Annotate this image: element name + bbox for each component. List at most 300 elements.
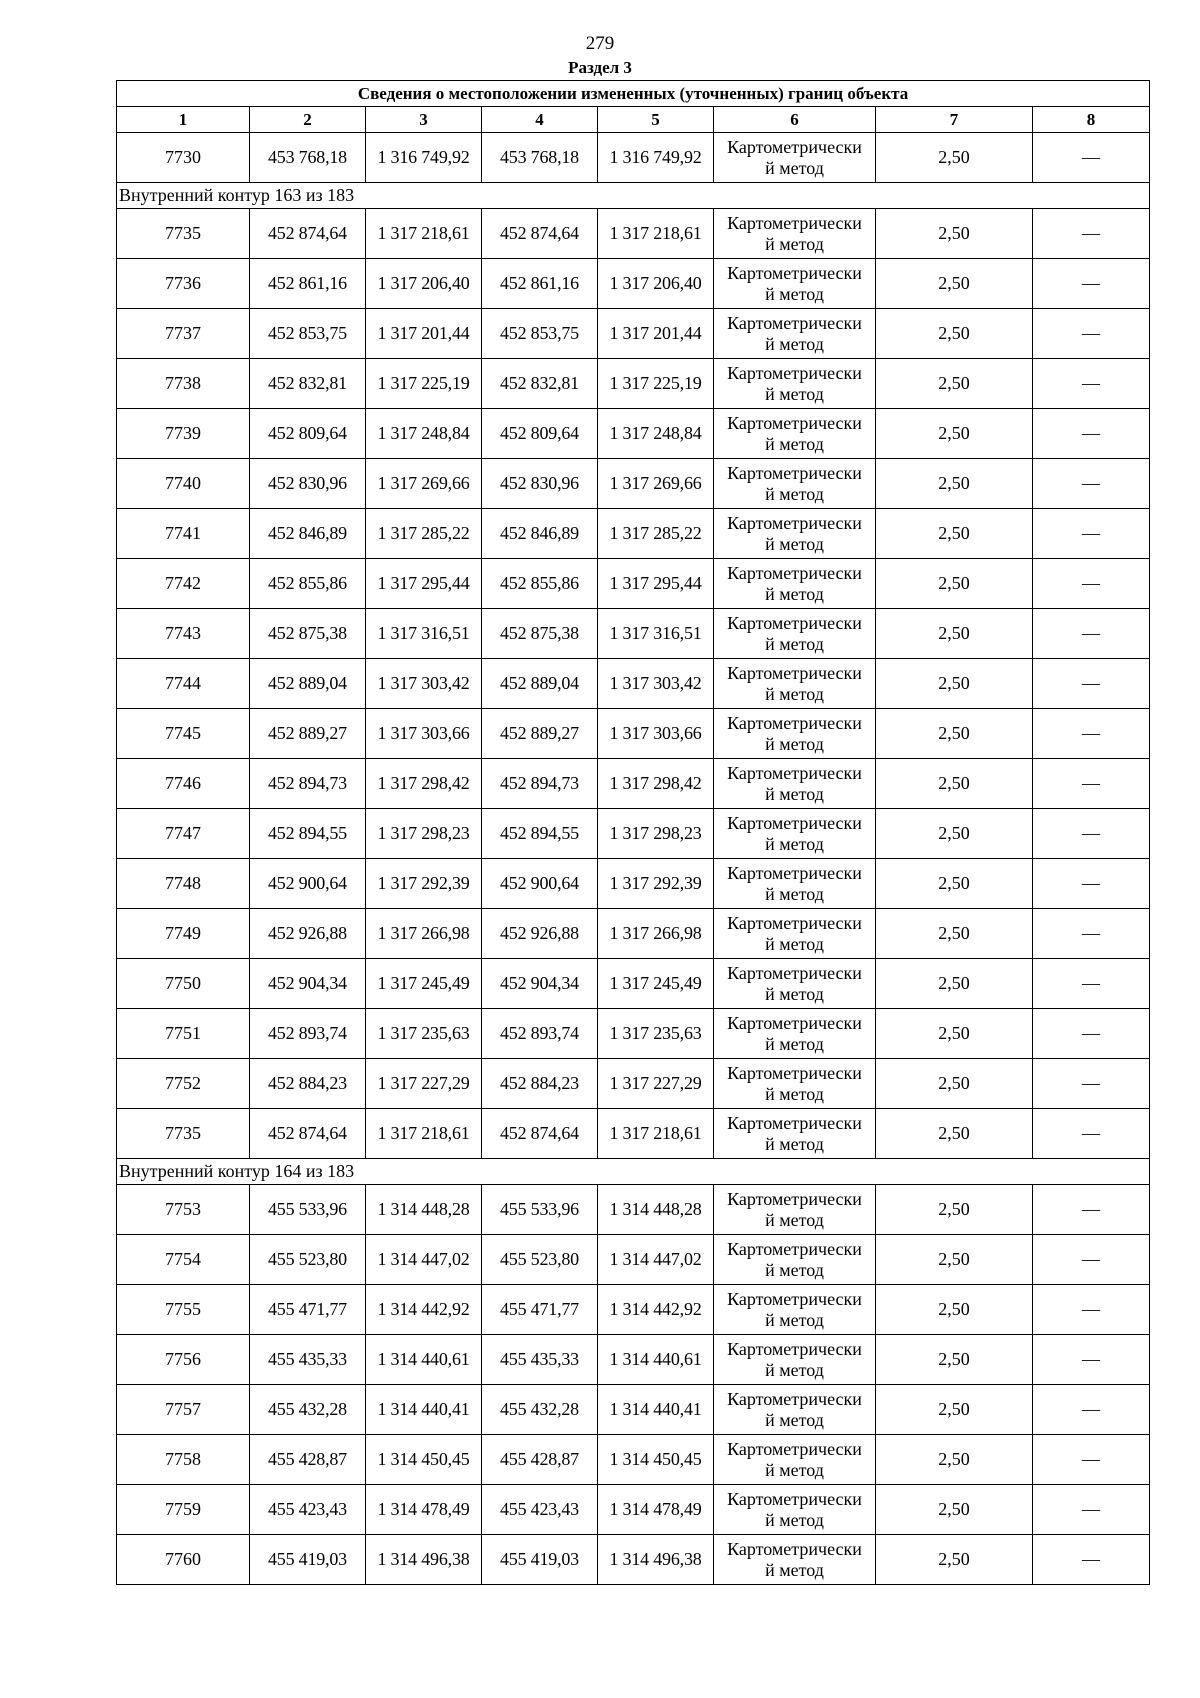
x-coordinate-cell: 452 874,64 (250, 209, 366, 259)
y-coordinate-new-cell: 1 316 749,92 (598, 133, 714, 183)
x-coordinate-new-cell: 452 809,64 (482, 409, 598, 459)
x-coordinate-new-cell: 455 435,33 (482, 1335, 598, 1385)
method-text-line1: Картометрически (727, 1112, 862, 1133)
y-coordinate-new-cell: 1 317 227,29 (598, 1059, 714, 1109)
accuracy-cell: 2,50 (876, 1435, 1033, 1485)
method-cell (714, 759, 876, 809)
y-coordinate-new-cell: 1 317 295,44 (598, 559, 714, 609)
y-coordinate-cell: 1 317 269,66 (366, 459, 482, 509)
method-text-line1: Картометрически (727, 662, 862, 683)
y-coordinate-cell: 1 317 298,42 (366, 759, 482, 809)
description-cell: — (1033, 759, 1150, 809)
method-text-line1: Картометрически (727, 862, 862, 883)
method-text-line1: Картометрически (727, 262, 862, 283)
y-coordinate-new-cell: 1 314 496,38 (598, 1535, 714, 1585)
point-number-cell: 7746 (117, 759, 250, 809)
accuracy-cell: 2,50 (876, 1235, 1033, 1285)
accuracy-cell: 2,50 (876, 1185, 1033, 1235)
method-cell (714, 1185, 876, 1235)
column-number: 7 (876, 107, 1033, 133)
point-number-cell: 7756 (117, 1335, 250, 1385)
method-text-line2: й метод (765, 157, 824, 178)
x-coordinate-new-cell: 452 846,89 (482, 509, 598, 559)
method-text-line2: й метод (765, 983, 824, 1004)
description-cell: — (1033, 1109, 1150, 1159)
accuracy-cell: 2,50 (876, 1485, 1033, 1535)
x-coordinate-cell: 452 855,86 (250, 559, 366, 609)
method-text-line1: Картометрически (727, 1488, 862, 1509)
y-coordinate-new-cell: 1 314 447,02 (598, 1235, 714, 1285)
x-coordinate-new-cell: 453 768,18 (482, 133, 598, 183)
description-cell: — (1033, 859, 1150, 909)
y-coordinate-cell: 1 316 749,92 (366, 133, 482, 183)
method-text-line1: Картометрически (727, 462, 862, 483)
x-coordinate-new-cell: 452 874,64 (482, 209, 598, 259)
x-coordinate-new-cell: 452 861,16 (482, 259, 598, 309)
x-coordinate-cell: 452 884,23 (250, 1059, 366, 1109)
contour-header-row (117, 183, 1150, 209)
method-cell (714, 133, 876, 183)
description-cell: — (1033, 609, 1150, 659)
y-coordinate-cell: 1 317 245,49 (366, 959, 482, 1009)
y-coordinate-cell: 1 317 285,22 (366, 509, 482, 559)
method-cell (714, 659, 876, 709)
x-coordinate-cell: 455 523,80 (250, 1235, 366, 1285)
description-cell: — (1033, 1285, 1150, 1335)
point-number-cell: 7742 (117, 559, 250, 609)
x-coordinate-new-cell: 455 423,43 (482, 1485, 598, 1535)
method-cell (714, 909, 876, 959)
description-cell: — (1033, 1235, 1150, 1285)
point-number-cell: 7751 (117, 1009, 250, 1059)
method-cell (714, 959, 876, 1009)
method-text-line2: й метод (765, 1559, 824, 1580)
table-row (117, 1009, 1150, 1059)
method-text-line1: Картометрически (727, 412, 862, 433)
method-text-line2: й метод (765, 1459, 824, 1480)
table-row (117, 259, 1150, 309)
y-coordinate-cell: 1 317 227,29 (366, 1059, 482, 1109)
method-text-line1: Картометрически (727, 512, 862, 533)
description-cell: — (1033, 559, 1150, 609)
method-text-line2: й метод (765, 883, 824, 904)
point-number-cell: 7745 (117, 709, 250, 759)
description-cell: — (1033, 709, 1150, 759)
y-coordinate-new-cell: 1 314 448,28 (598, 1185, 714, 1235)
column-number: 6 (714, 107, 876, 133)
y-coordinate-cell: 1 317 218,61 (366, 1109, 482, 1159)
y-coordinate-cell: 1 314 478,49 (366, 1485, 482, 1535)
accuracy-cell: 2,50 (876, 809, 1033, 859)
description-cell: — (1033, 1009, 1150, 1059)
accuracy-cell: 2,50 (876, 609, 1033, 659)
y-coordinate-cell: 1 317 292,39 (366, 859, 482, 909)
y-coordinate-new-cell: 1 317 292,39 (598, 859, 714, 909)
y-coordinate-cell: 1 314 440,41 (366, 1385, 482, 1435)
x-coordinate-cell: 452 861,16 (250, 259, 366, 309)
x-coordinate-new-cell: 452 884,23 (482, 1059, 598, 1109)
point-number-cell: 7748 (117, 859, 250, 909)
method-text-line1: Картометрически (727, 1538, 862, 1559)
method-text-line2: й метод (765, 1033, 824, 1054)
method-text-line1: Картометрически (727, 1388, 862, 1409)
description-cell: — (1033, 209, 1150, 259)
method-cell (714, 1059, 876, 1109)
x-coordinate-new-cell: 452 875,38 (482, 609, 598, 659)
x-coordinate-new-cell: 452 830,96 (482, 459, 598, 509)
method-text-line1: Картометрически (727, 1338, 862, 1359)
method-text-line1: Картометрически (727, 762, 862, 783)
table-caption-row (117, 81, 1150, 107)
method-text-line1: Картометрически (727, 712, 862, 733)
accuracy-cell: 2,50 (876, 909, 1033, 959)
table-row (117, 1485, 1150, 1535)
method-text-line2: й метод (765, 833, 824, 854)
y-coordinate-new-cell: 1 317 201,44 (598, 309, 714, 359)
method-text-line2: й метод (765, 1359, 824, 1380)
column-number-row (117, 107, 1150, 133)
point-number-cell: 7744 (117, 659, 250, 709)
description-cell: — (1033, 1335, 1150, 1385)
x-coordinate-cell: 452 846,89 (250, 509, 366, 559)
y-coordinate-new-cell: 1 317 248,84 (598, 409, 714, 459)
x-coordinate-cell: 452 900,64 (250, 859, 366, 909)
method-text-line2: й метод (765, 1133, 824, 1154)
x-coordinate-new-cell: 455 432,28 (482, 1385, 598, 1435)
method-text-line2: й метод (765, 283, 824, 304)
method-text-line1: Картометрически (727, 1188, 862, 1209)
table-row (117, 959, 1150, 1009)
x-coordinate-new-cell: 452 894,55 (482, 809, 598, 859)
accuracy-cell: 2,50 (876, 259, 1033, 309)
point-number-cell: 7753 (117, 1185, 250, 1235)
x-coordinate-cell: 452 874,64 (250, 1109, 366, 1159)
table-row (117, 459, 1150, 509)
column-number: 2 (250, 107, 366, 133)
method-cell (714, 1435, 876, 1485)
table-row (117, 359, 1150, 409)
x-coordinate-cell: 455 435,33 (250, 1335, 366, 1385)
x-coordinate-new-cell: 452 832,81 (482, 359, 598, 409)
method-text-line1: Картометрически (727, 1062, 862, 1083)
y-coordinate-new-cell: 1 317 206,40 (598, 259, 714, 309)
x-coordinate-cell: 452 809,64 (250, 409, 366, 459)
table-row (117, 859, 1150, 909)
accuracy-cell: 2,50 (876, 1009, 1033, 1059)
table-row (117, 1435, 1150, 1485)
y-coordinate-new-cell: 1 317 285,22 (598, 509, 714, 559)
y-coordinate-new-cell: 1 314 440,61 (598, 1335, 714, 1385)
method-text-line2: й метод (765, 583, 824, 604)
y-coordinate-cell: 1 317 303,42 (366, 659, 482, 709)
accuracy-cell: 2,50 (876, 409, 1033, 459)
y-coordinate-cell: 1 317 298,23 (366, 809, 482, 859)
description-cell: — (1033, 309, 1150, 359)
method-text-line1: Картометрически (727, 1238, 862, 1259)
accuracy-cell: 2,50 (876, 709, 1033, 759)
table-row (117, 1285, 1150, 1335)
method-text-line2: й метод (765, 783, 824, 804)
method-cell (714, 1485, 876, 1535)
table-row (117, 1109, 1150, 1159)
accuracy-cell: 2,50 (876, 209, 1033, 259)
method-text-line2: й метод (765, 633, 824, 654)
accuracy-cell: 2,50 (876, 1059, 1033, 1109)
table-row (117, 709, 1150, 759)
accuracy-cell: 2,50 (876, 1385, 1033, 1435)
point-number-cell: 7741 (117, 509, 250, 559)
accuracy-cell: 2,50 (876, 1285, 1033, 1335)
x-coordinate-new-cell: 452 900,64 (482, 859, 598, 909)
method-text-line2: й метод (765, 383, 824, 404)
y-coordinate-cell: 1 317 248,84 (366, 409, 482, 459)
method-text-line2: й метод (765, 233, 824, 254)
column-number: 1 (117, 107, 250, 133)
y-coordinate-new-cell: 1 317 269,66 (598, 459, 714, 509)
accuracy-cell: 2,50 (876, 959, 1033, 1009)
y-coordinate-cell: 1 314 442,92 (366, 1285, 482, 1335)
method-cell (714, 609, 876, 659)
description-cell: — (1033, 1535, 1150, 1585)
description-cell: — (1033, 409, 1150, 459)
accuracy-cell: 2,50 (876, 659, 1033, 709)
contour-label: Внутренний контур 163 из 183 (117, 183, 1150, 209)
description-cell: — (1033, 1185, 1150, 1235)
x-coordinate-cell: 455 428,87 (250, 1435, 366, 1485)
method-text-line2: й метод (765, 1209, 824, 1230)
method-text-line1: Картометрически (727, 362, 862, 383)
method-cell (714, 509, 876, 559)
x-coordinate-new-cell: 452 893,74 (482, 1009, 598, 1059)
y-coordinate-cell: 1 317 266,98 (366, 909, 482, 959)
method-text-line2: й метод (765, 333, 824, 354)
method-cell (714, 1009, 876, 1059)
table-row (117, 509, 1150, 559)
description-cell: — (1033, 1385, 1150, 1435)
x-coordinate-cell: 452 853,75 (250, 309, 366, 359)
y-coordinate-new-cell: 1 314 442,92 (598, 1285, 714, 1335)
method-text-line1: Картометрически (727, 1012, 862, 1033)
table-row (117, 1185, 1150, 1235)
method-text-line2: й метод (765, 1083, 824, 1104)
method-cell (714, 559, 876, 609)
table-row (117, 759, 1150, 809)
method-cell (714, 1235, 876, 1285)
table-row (117, 1235, 1150, 1285)
column-number: 5 (598, 107, 714, 133)
method-text-line1: Картометрически (727, 612, 862, 633)
y-coordinate-cell: 1 317 235,63 (366, 1009, 482, 1059)
x-coordinate-new-cell: 452 926,88 (482, 909, 598, 959)
x-coordinate-cell: 455 423,43 (250, 1485, 366, 1535)
y-coordinate-new-cell: 1 317 218,61 (598, 1109, 714, 1159)
point-number-cell: 7754 (117, 1235, 250, 1285)
y-coordinate-new-cell: 1 317 303,66 (598, 709, 714, 759)
method-text-line2: й метод (765, 433, 824, 454)
x-coordinate-new-cell: 452 853,75 (482, 309, 598, 359)
y-coordinate-cell: 1 314 450,45 (366, 1435, 482, 1485)
column-number: 4 (482, 107, 598, 133)
table-row (117, 1535, 1150, 1585)
point-number-cell: 7752 (117, 1059, 250, 1109)
y-coordinate-new-cell: 1 317 245,49 (598, 959, 714, 1009)
description-cell: — (1033, 133, 1150, 183)
point-number-cell: 7740 (117, 459, 250, 509)
method-text-line2: й метод (765, 1309, 824, 1330)
method-text-line2: й метод (765, 1259, 824, 1280)
description-cell: — (1033, 909, 1150, 959)
table-row (117, 659, 1150, 709)
method-text-line2: й метод (765, 733, 824, 754)
x-coordinate-cell: 452 830,96 (250, 459, 366, 509)
method-cell (714, 1385, 876, 1435)
point-number-cell: 7749 (117, 909, 250, 959)
x-coordinate-cell: 452 926,88 (250, 909, 366, 959)
accuracy-cell: 2,50 (876, 133, 1033, 183)
y-coordinate-cell: 1 314 496,38 (366, 1535, 482, 1585)
method-cell (714, 709, 876, 759)
table-row (117, 209, 1150, 259)
method-cell (714, 259, 876, 309)
method-text-line2: й метод (765, 483, 824, 504)
method-cell (714, 1285, 876, 1335)
method-text-line2: й метод (765, 533, 824, 554)
method-text-line1: Картометрически (727, 912, 862, 933)
description-cell: — (1033, 359, 1150, 409)
table-row (117, 1385, 1150, 1435)
table-row (117, 609, 1150, 659)
x-coordinate-cell: 455 471,77 (250, 1285, 366, 1335)
method-text-line1: Картометрически (727, 1438, 862, 1459)
x-coordinate-new-cell: 455 428,87 (482, 1435, 598, 1485)
point-number-cell: 7758 (117, 1435, 250, 1485)
y-coordinate-new-cell: 1 314 450,45 (598, 1435, 714, 1485)
accuracy-cell: 2,50 (876, 459, 1033, 509)
y-coordinate-cell: 1 314 440,61 (366, 1335, 482, 1385)
x-coordinate-cell: 453 768,18 (250, 133, 366, 183)
point-number-cell: 7739 (117, 409, 250, 459)
point-number-cell: 7735 (117, 209, 250, 259)
x-coordinate-new-cell: 455 471,77 (482, 1285, 598, 1335)
column-number: 8 (1033, 107, 1150, 133)
y-coordinate-cell: 1 317 225,19 (366, 359, 482, 409)
method-text-line1: Картометрически (727, 562, 862, 583)
y-coordinate-cell: 1 317 316,51 (366, 609, 482, 659)
description-cell: — (1033, 1435, 1150, 1485)
table-row (117, 809, 1150, 859)
accuracy-cell: 2,50 (876, 509, 1033, 559)
y-coordinate-new-cell: 1 314 478,49 (598, 1485, 714, 1535)
table-row (117, 1335, 1150, 1385)
method-text-line1: Картометрически (727, 1288, 862, 1309)
point-number-cell: 7757 (117, 1385, 250, 1435)
x-coordinate-cell: 452 894,55 (250, 809, 366, 859)
point-number-cell: 7743 (117, 609, 250, 659)
method-text-line2: й метод (765, 1509, 824, 1530)
y-coordinate-cell: 1 317 295,44 (366, 559, 482, 609)
accuracy-cell: 2,50 (876, 309, 1033, 359)
table-row (117, 409, 1150, 459)
y-coordinate-cell: 1 317 201,44 (366, 309, 482, 359)
y-coordinate-cell: 1 317 218,61 (366, 209, 482, 259)
description-cell: — (1033, 959, 1150, 1009)
method-text-line1: Картометрически (727, 312, 862, 333)
point-number-cell: 7738 (117, 359, 250, 409)
y-coordinate-cell: 1 317 303,66 (366, 709, 482, 759)
method-text-line2: й метод (765, 683, 824, 704)
x-coordinate-cell: 452 904,34 (250, 959, 366, 1009)
y-coordinate-cell: 1 314 448,28 (366, 1185, 482, 1235)
accuracy-cell: 2,50 (876, 1535, 1033, 1585)
y-coordinate-new-cell: 1 317 298,23 (598, 809, 714, 859)
table-row (117, 559, 1150, 609)
method-cell (714, 1335, 876, 1385)
point-number-cell: 7737 (117, 309, 250, 359)
x-coordinate-new-cell: 455 523,80 (482, 1235, 598, 1285)
y-coordinate-new-cell: 1 317 266,98 (598, 909, 714, 959)
x-coordinate-cell: 455 419,03 (250, 1535, 366, 1585)
method-cell (714, 309, 876, 359)
point-number-cell: 7735 (117, 1109, 250, 1159)
method-cell (714, 209, 876, 259)
table-caption: Сведения о местоположении измененных (уточненных) границ объекта (117, 81, 1150, 107)
point-number-cell: 7730 (117, 133, 250, 183)
description-cell: — (1033, 1059, 1150, 1109)
column-number: 3 (366, 107, 482, 133)
y-coordinate-new-cell: 1 317 218,61 (598, 209, 714, 259)
table-row (117, 1059, 1150, 1109)
x-coordinate-new-cell: 452 889,27 (482, 709, 598, 759)
x-coordinate-new-cell: 452 874,64 (482, 1109, 598, 1159)
x-coordinate-cell: 455 533,96 (250, 1185, 366, 1235)
method-cell (714, 409, 876, 459)
x-coordinate-new-cell: 455 533,96 (482, 1185, 598, 1235)
point-number-cell: 7750 (117, 959, 250, 1009)
description-cell: — (1033, 659, 1150, 709)
x-coordinate-cell: 452 889,04 (250, 659, 366, 709)
description-cell: — (1033, 459, 1150, 509)
accuracy-cell: 2,50 (876, 859, 1033, 909)
table-row (117, 909, 1150, 959)
description-cell: — (1033, 1485, 1150, 1535)
method-text-line2: й метод (765, 933, 824, 954)
accuracy-cell: 2,50 (876, 1109, 1033, 1159)
method-cell (714, 1109, 876, 1159)
method-cell (714, 809, 876, 859)
accuracy-cell: 2,50 (876, 759, 1033, 809)
accuracy-cell: 2,50 (876, 359, 1033, 409)
x-coordinate-new-cell: 452 889,04 (482, 659, 598, 709)
method-cell (714, 359, 876, 409)
point-number-cell: 7755 (117, 1285, 250, 1335)
method-text-line2: й метод (765, 1409, 824, 1430)
coordinates-table (116, 80, 1150, 1585)
method-text-line1: Картометрически (727, 212, 862, 233)
point-number-cell: 7736 (117, 259, 250, 309)
x-coordinate-new-cell: 452 904,34 (482, 959, 598, 1009)
y-coordinate-new-cell: 1 317 298,42 (598, 759, 714, 809)
description-cell: — (1033, 509, 1150, 559)
y-coordinate-new-cell: 1 317 316,51 (598, 609, 714, 659)
x-coordinate-new-cell: 455 419,03 (482, 1535, 598, 1585)
y-coordinate-new-cell: 1 317 235,63 (598, 1009, 714, 1059)
method-cell (714, 859, 876, 909)
x-coordinate-cell: 452 889,27 (250, 709, 366, 759)
point-number-cell: 7760 (117, 1535, 250, 1585)
x-coordinate-new-cell: 452 894,73 (482, 759, 598, 809)
y-coordinate-new-cell: 1 317 303,42 (598, 659, 714, 709)
x-coordinate-cell: 452 894,73 (250, 759, 366, 809)
